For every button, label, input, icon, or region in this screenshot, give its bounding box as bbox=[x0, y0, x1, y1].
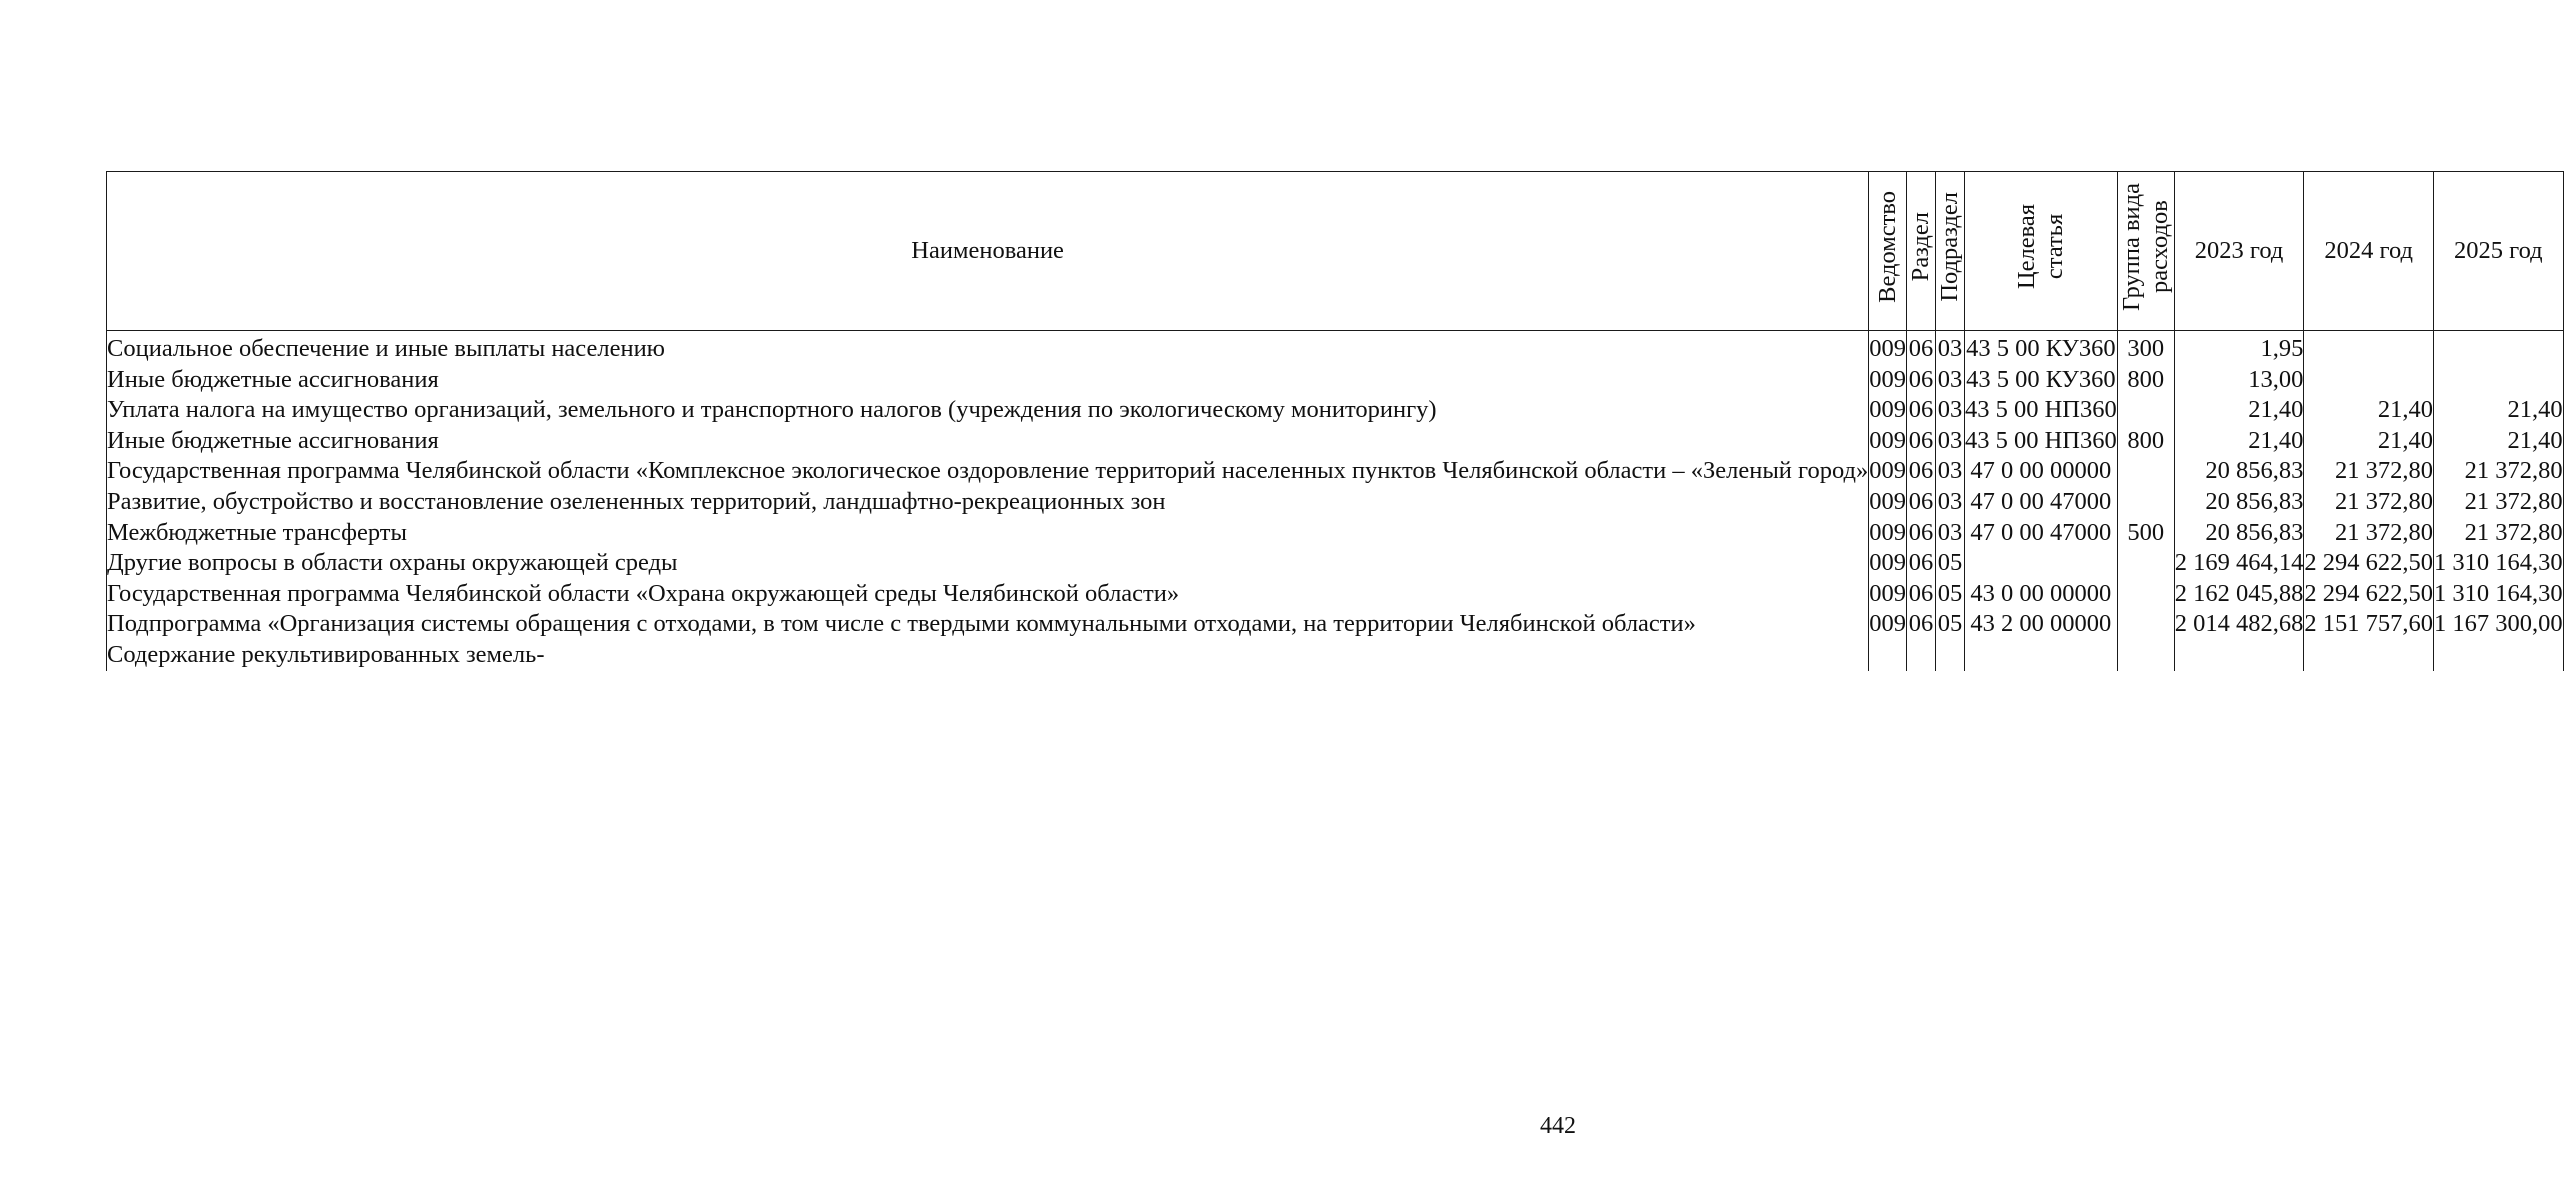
row-section: 06 bbox=[1906, 518, 1935, 549]
row-department: 009 bbox=[1869, 487, 1907, 518]
row-target-article: 43 5 00 НП360 bbox=[1964, 426, 2117, 457]
row-amount-2025 bbox=[2434, 640, 2564, 671]
row-section: 06 bbox=[1906, 426, 1935, 457]
row-name: Государственная программа Челябинской области «Охрана окружающей среды Челябинской области» bbox=[107, 579, 1869, 610]
table-header bbox=[107, 172, 2564, 331]
row-amount-2025: 21 372,80 bbox=[2434, 518, 2564, 549]
row-amount-2023: 2 014 482,68 bbox=[2174, 609, 2304, 640]
budget-table bbox=[106, 171, 2564, 671]
row-amount-2025 bbox=[2434, 365, 2564, 396]
row-target-article: 43 5 00 НП360 bbox=[1964, 395, 2117, 426]
row-target-article: 43 2 00 00000 bbox=[1964, 609, 2117, 640]
row-subsection: 05 bbox=[1935, 579, 1964, 610]
row-amount-2023: 13,00 bbox=[2174, 365, 2304, 396]
header-target-article: Целевая статья bbox=[1964, 172, 2117, 331]
table-row bbox=[107, 487, 2564, 518]
row-subsection: 03 bbox=[1935, 518, 1964, 549]
row-department: 009 bbox=[1869, 518, 1907, 549]
row-section: 06 bbox=[1906, 365, 1935, 396]
row-amount-2023: 20 856,83 bbox=[2174, 518, 2304, 549]
row-target-article: 43 5 00 КУ360 bbox=[1964, 365, 2117, 396]
row-expense-group: 300 bbox=[2117, 331, 2174, 365]
row-amount-2024: 21,40 bbox=[2304, 395, 2434, 426]
row-amount-2025: 1 310 164,30 bbox=[2434, 579, 2564, 610]
row-amount-2025: 21,40 bbox=[2434, 395, 2564, 426]
row-department: 009 bbox=[1869, 395, 1907, 426]
row-department: 009 bbox=[1869, 331, 1907, 365]
row-subsection: 03 bbox=[1935, 456, 1964, 487]
row-expense-group bbox=[2117, 640, 2174, 671]
row-section: 06 bbox=[1906, 579, 1935, 610]
row-section: 06 bbox=[1906, 456, 1935, 487]
row-department: 009 bbox=[1869, 609, 1907, 640]
row-name: Межбюджетные трансферты bbox=[107, 518, 1869, 549]
row-name: Иные бюджетные ассигнования bbox=[107, 365, 1869, 396]
row-expense-group bbox=[2117, 456, 2174, 487]
table-row bbox=[107, 395, 2564, 426]
row-amount-2025: 21,40 bbox=[2434, 426, 2564, 457]
table-row bbox=[107, 609, 2564, 640]
row-target-article bbox=[1964, 548, 2117, 579]
row-target-article: 47 0 00 47000 bbox=[1964, 518, 2117, 549]
row-amount-2024 bbox=[2304, 331, 2434, 365]
row-amount-2024: 2 294 622,50 bbox=[2304, 548, 2434, 579]
row-amount-2024: 21 372,80 bbox=[2304, 518, 2434, 549]
header-expense-group: Группа вида расходов bbox=[2117, 172, 2174, 331]
row-section: 06 bbox=[1906, 487, 1935, 518]
row-name: Уплата налога на имущество организаций, земельного и транспортного налогов (учреждения по экологическому мониторингу) bbox=[107, 395, 1869, 426]
header-name: Наименование bbox=[107, 172, 1869, 331]
row-amount-2023: 1,95 bbox=[2174, 331, 2304, 365]
row-target-article bbox=[1964, 640, 2117, 671]
row-expense-group: 800 bbox=[2117, 426, 2174, 457]
row-section: 06 bbox=[1906, 395, 1935, 426]
row-section: 06 bbox=[1906, 548, 1935, 579]
row-subsection: 03 bbox=[1935, 487, 1964, 518]
row-section bbox=[1906, 640, 1935, 671]
row-amount-2024: 2 151 757,60 bbox=[2304, 609, 2434, 640]
row-amount-2023: 2 169 464,14 bbox=[2174, 548, 2304, 579]
row-target-article: 47 0 00 47000 bbox=[1964, 487, 2117, 518]
row-amount-2025: 21 372,80 bbox=[2434, 456, 2564, 487]
row-amount-2023: 20 856,83 bbox=[2174, 487, 2304, 518]
row-department: 009 bbox=[1869, 456, 1907, 487]
table-row bbox=[107, 579, 2564, 610]
row-name: Другие вопросы в области охраны окружающей среды bbox=[107, 548, 1869, 579]
row-amount-2024: 21,40 bbox=[2304, 426, 2434, 457]
row-subsection bbox=[1935, 640, 1964, 671]
row-amount-2024: 21 372,80 bbox=[2304, 456, 2434, 487]
row-section: 06 bbox=[1906, 609, 1935, 640]
row-name: Развитие, обустройство и восстановление озелененных территорий, ландшафтно-рекреационных зон bbox=[107, 487, 1869, 518]
row-expense-group bbox=[2117, 609, 2174, 640]
row-amount-2025: 1 310 164,30 bbox=[2434, 548, 2564, 579]
row-target-article: 43 0 00 00000 bbox=[1964, 579, 2117, 610]
table-row bbox=[107, 456, 2564, 487]
row-amount-2023: 21,40 bbox=[2174, 426, 2304, 457]
row-amount-2024 bbox=[2304, 365, 2434, 396]
row-department: 009 bbox=[1869, 365, 1907, 396]
table-row bbox=[107, 518, 2564, 549]
row-department bbox=[1869, 640, 1907, 671]
table-row bbox=[107, 640, 2564, 671]
row-amount-2023: 21,40 bbox=[2174, 395, 2304, 426]
row-target-article: 47 0 00 00000 bbox=[1964, 456, 2117, 487]
row-amount-2023: 20 856,83 bbox=[2174, 456, 2304, 487]
row-amount-2025 bbox=[2434, 331, 2564, 365]
row-name: Подпрограмма «Организация системы обращения с отходами, в том числе с твердыми коммунальными отходами, на территории Челябинской области» bbox=[107, 609, 1869, 640]
row-department: 009 bbox=[1869, 426, 1907, 457]
table-row bbox=[107, 331, 2564, 365]
row-name: Социальное обеспечение и иные выплаты населению bbox=[107, 331, 1869, 365]
row-expense-group bbox=[2117, 579, 2174, 610]
page-number: 442 bbox=[1540, 1113, 1576, 1139]
row-target-article: 43 5 00 КУ360 bbox=[1964, 331, 2117, 365]
header-year-2024: 2024 год bbox=[2304, 172, 2434, 331]
row-subsection: 05 bbox=[1935, 609, 1964, 640]
row-expense-group bbox=[2117, 548, 2174, 579]
header-subsection: Подраздел bbox=[1935, 172, 1964, 331]
row-department: 009 bbox=[1869, 579, 1907, 610]
row-section: 06 bbox=[1906, 331, 1935, 365]
row-subsection: 03 bbox=[1935, 395, 1964, 426]
row-amount-2023 bbox=[2174, 640, 2304, 671]
header-year-2025: 2025 год bbox=[2434, 172, 2564, 331]
row-subsection: 03 bbox=[1935, 365, 1964, 396]
row-name: Государственная программа Челябинской области «Комплексное экологическое оздоровление территорий населенных пунктов Челябинской области – «Зеленый город» bbox=[107, 456, 1869, 487]
row-amount-2024: 2 294 622,50 bbox=[2304, 579, 2434, 610]
table-row bbox=[107, 426, 2564, 457]
row-amount-2023: 2 162 045,88 bbox=[2174, 579, 2304, 610]
row-subsection: 03 bbox=[1935, 426, 1964, 457]
row-expense-group bbox=[2117, 395, 2174, 426]
row-amount-2024: 21 372,80 bbox=[2304, 487, 2434, 518]
row-name: Иные бюджетные ассигнования bbox=[107, 426, 1869, 457]
row-amount-2024 bbox=[2304, 640, 2434, 671]
row-name: Содержание рекультивированных земель- bbox=[107, 640, 1869, 671]
row-expense-group: 800 bbox=[2117, 365, 2174, 396]
row-department: 009 bbox=[1869, 548, 1907, 579]
row-subsection: 05 bbox=[1935, 548, 1964, 579]
row-amount-2025: 21 372,80 bbox=[2434, 487, 2564, 518]
table-row bbox=[107, 365, 2564, 396]
table-row bbox=[107, 548, 2564, 579]
row-expense-group bbox=[2117, 487, 2174, 518]
row-subsection: 03 bbox=[1935, 331, 1964, 365]
header-department: Ведомство bbox=[1869, 172, 1907, 331]
header-year-2023: 2023 год bbox=[2174, 172, 2304, 331]
header-section: Раздел bbox=[1906, 172, 1935, 331]
row-expense-group: 500 bbox=[2117, 518, 2174, 549]
table-body bbox=[107, 331, 2564, 671]
row-amount-2025: 1 167 300,00 bbox=[2434, 609, 2564, 640]
